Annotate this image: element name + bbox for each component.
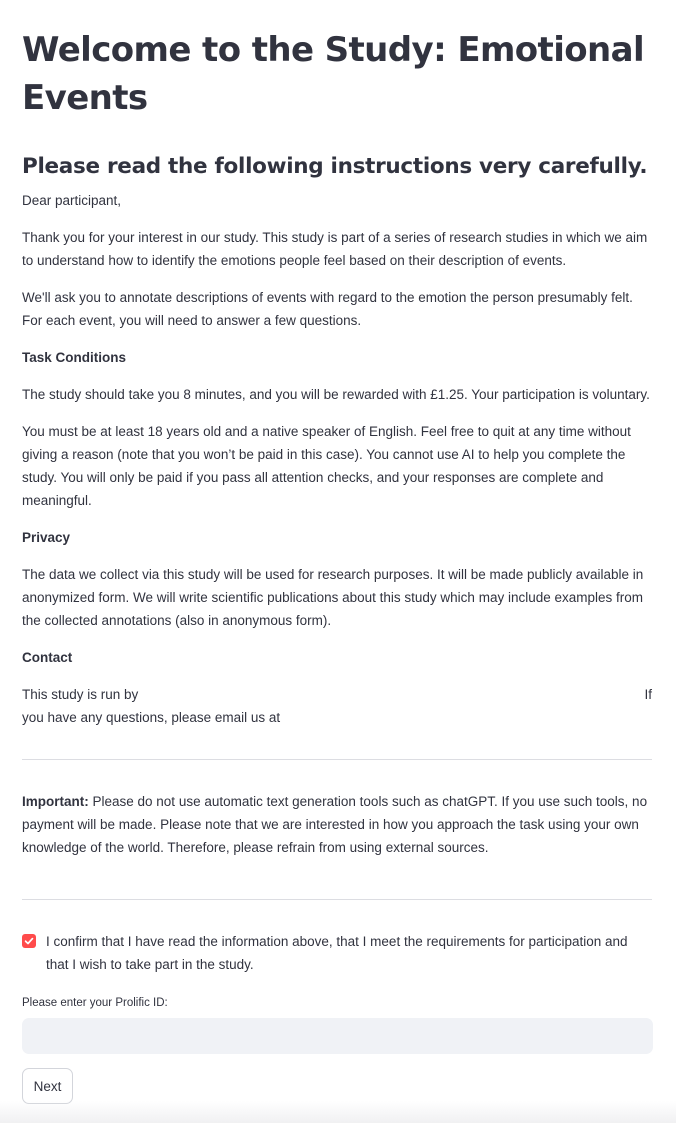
page-title: Welcome to the Study: Emotional Events xyxy=(22,30,645,118)
contact-run-by-text: This study is run by xyxy=(22,687,139,702)
consent-checkbox-row[interactable] xyxy=(22,930,652,976)
task-conditions-paragraph-2: You must be at least 18 years old and a native speaker of English. Feel free to quit at any time without giving a reason (note that you won’t be paid in this case). You cannot use AI to help you complete the study. You will only be paid if you pass all attention checks, and your responses are complete and meaningful. xyxy=(22,424,631,508)
contact-if-text: If xyxy=(644,687,652,702)
contact-line-2: you have any questions, please email us at xyxy=(22,710,281,725)
privacy-heading: Privacy xyxy=(22,530,71,545)
contact-line-1 xyxy=(22,683,652,706)
divider-top xyxy=(22,759,652,760)
prolific-id-label: Please enter your Prolific ID: xyxy=(22,997,168,1009)
task-conditions-heading: Task Conditions xyxy=(22,350,127,365)
privacy-paragraph: The data we collect via this study will be used for research purposes. It will be made publicly available in anonymized form. We will write scientific publications about this study which may include examples from the collected annotations (also in anonymous form). xyxy=(22,567,644,628)
instructions-heading: Please read the following instructions very carefully. xyxy=(22,154,648,179)
next-button[interactable]: Next xyxy=(22,1068,73,1104)
intro-paragraph-2: We'll ask you to annotate descriptions of events with regard to the emotion the person presumably felt. For each event, you will need to answer a few questions. xyxy=(22,290,633,328)
consent-label: I confirm that I have read the information above, that I meet the requirements for participation and that I wish to take part in the study. xyxy=(46,934,628,972)
prolific-id-input[interactable] xyxy=(22,1018,653,1054)
important-label: Important: xyxy=(22,794,89,809)
consent-checkbox[interactable] xyxy=(22,934,36,948)
bottom-fade xyxy=(0,1101,676,1123)
checkmark-icon xyxy=(24,936,34,946)
intro-paragraph-1: Thank you for your interest in our study. This study is part of a series of research studies in which we aim to understand how to identify the emotions people feel based on their description of events. xyxy=(22,230,648,268)
contact-heading: Contact xyxy=(22,650,73,665)
important-text: Please do not use automatic text generation tools such as chatGPT. If you use such tools, no payment will be made. Please note that we are interested in how you approach the task using your own knowledge of the world. Therefore, please refrain from using external sources. xyxy=(22,794,648,855)
greeting-text: Dear participant, xyxy=(22,193,122,208)
task-conditions-paragraph-1: The study should take you 8 minutes, and you will be rewarded with £1.25. Your participation is voluntary. xyxy=(22,387,650,402)
contact-text xyxy=(22,683,652,729)
important-notice xyxy=(22,790,652,859)
divider-bottom xyxy=(22,899,652,900)
